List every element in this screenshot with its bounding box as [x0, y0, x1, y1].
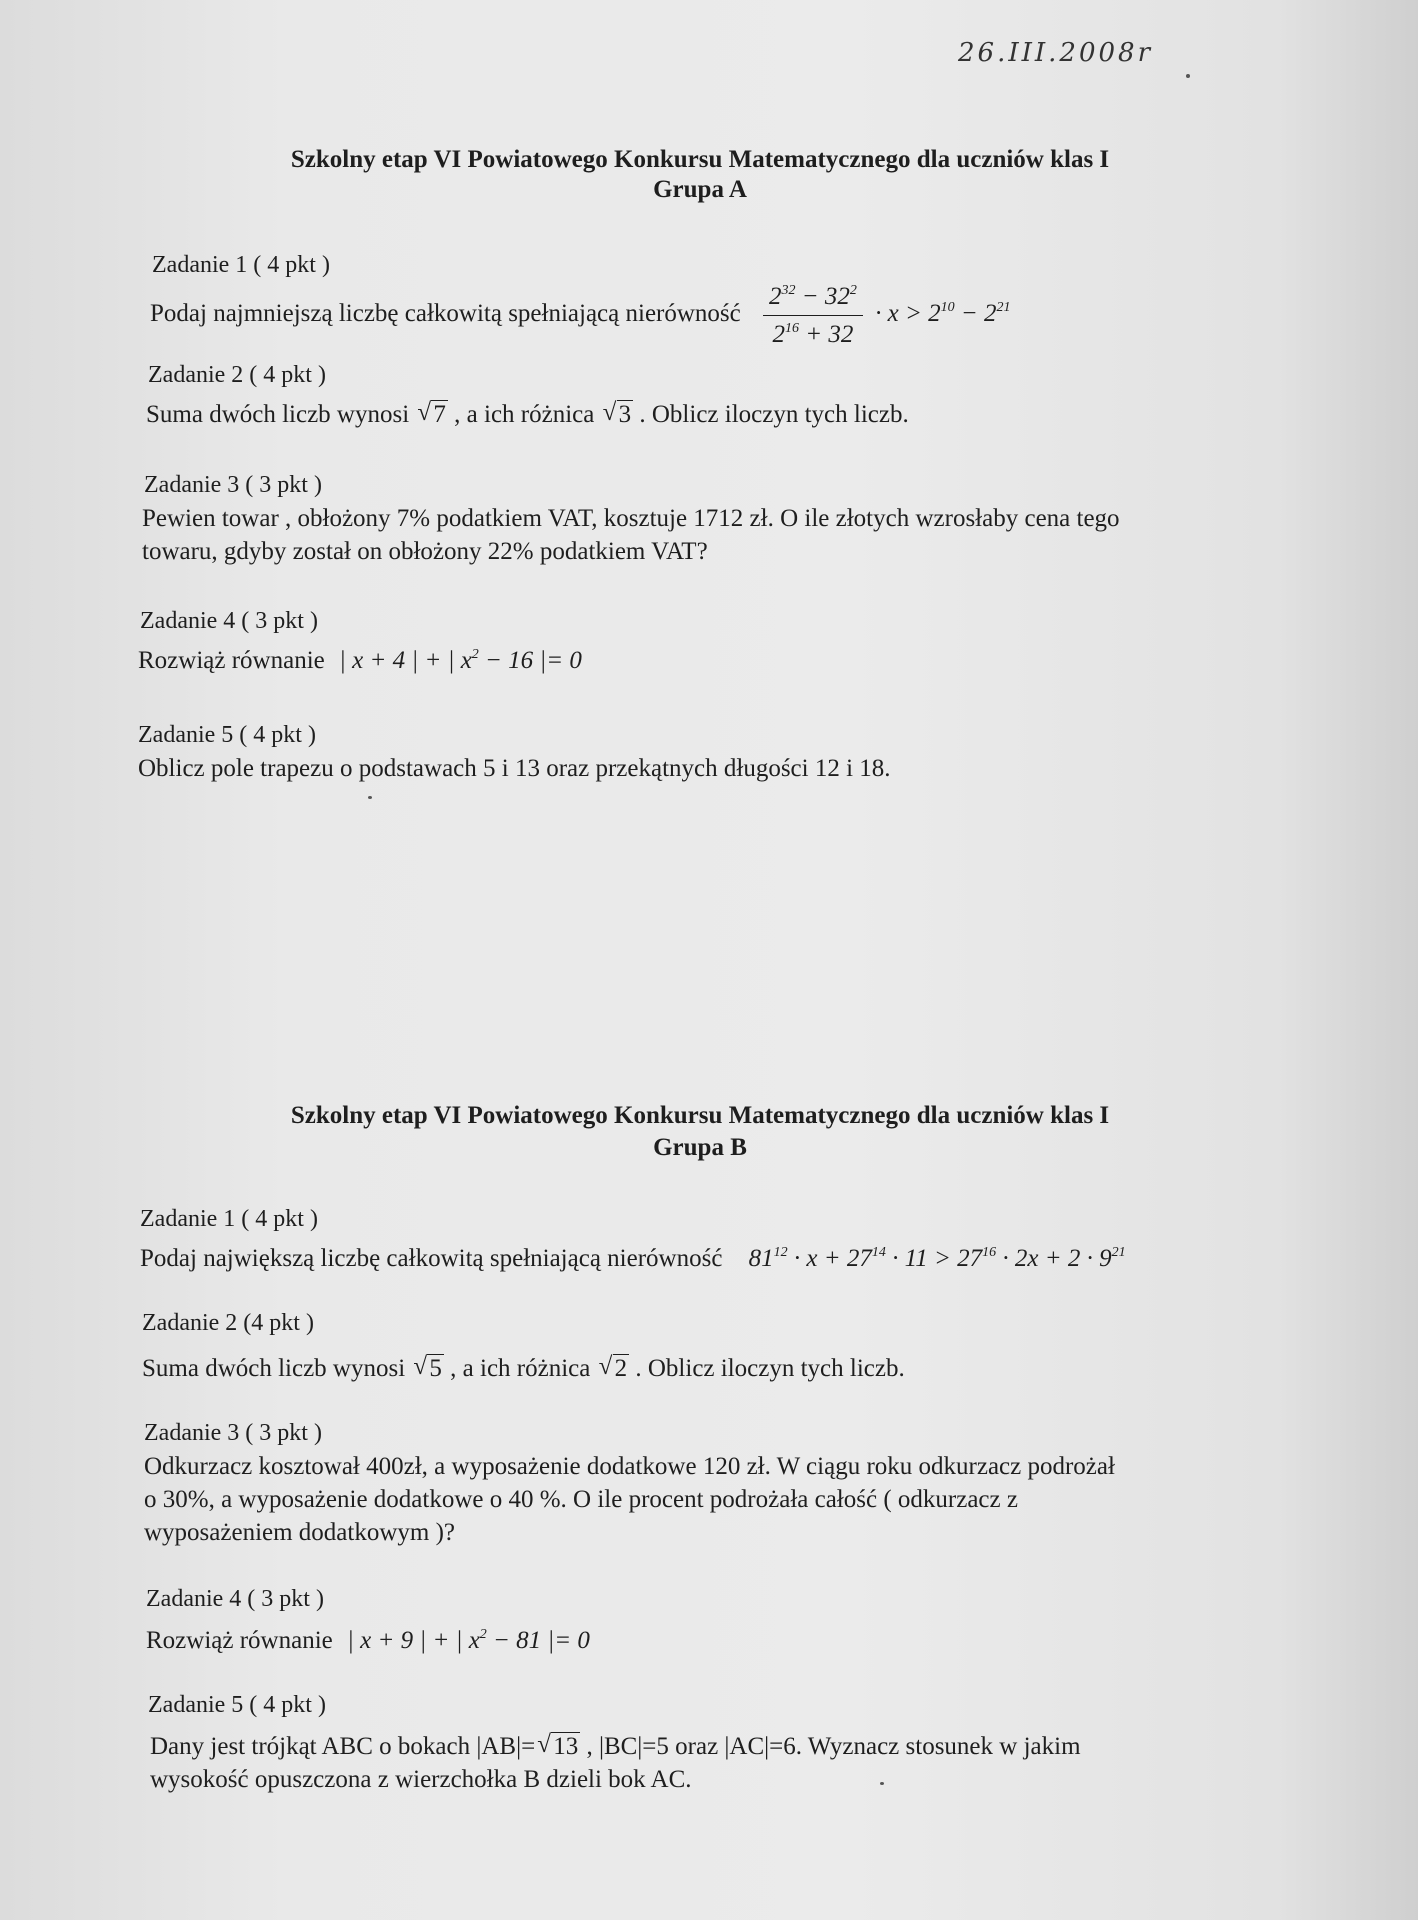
b-task1-body — [140, 1242, 1126, 1275]
a-task4-head: Zadanie 4 ( 3 pkt ) — [140, 608, 318, 634]
b-task2-sqrt: √ 5 — [413, 1353, 442, 1382]
a-task4-body — [138, 644, 582, 677]
b-task2-sqrt-2: √ 2 — [598, 1353, 628, 1382]
b-task4-equation: | x + 9 | + | $x^2 - 81$ |= 0 — [346, 1627, 590, 1654]
a-task2-sqrt: √ 7 — [417, 399, 446, 428]
b-task3-body — [144, 1450, 1115, 1549]
b-task5-sqrt: √ 13 — [537, 1731, 579, 1760]
a-task5-head: Zadanie 5 ( 4 pkt ) — [138, 722, 316, 748]
a-task3-body — [142, 502, 1120, 568]
a-task1-numerator: $2^{32} - 32^2$ — [763, 280, 863, 316]
group-b-title-line2: Grupa B — [653, 1134, 747, 1161]
handwritten-date: 26.III.2008r — [958, 38, 1154, 68]
a-task2-text-post: . Oblicz iloczyn tych liczb. — [639, 401, 909, 428]
b-task2-text-post: . Oblicz iloczyn tych liczb. — [635, 1355, 905, 1382]
a-task1-fraction — [763, 280, 863, 351]
scan-speck — [880, 1782, 884, 1785]
a-task1-body — [150, 280, 1010, 351]
group-a-title — [150, 146, 1250, 204]
group-a-title-line2: Grupa A — [653, 176, 747, 203]
a-task2-head: Zadanie 2 ( 4 pkt ) — [148, 362, 326, 388]
a-task3-head: Zadanie 3 ( 3 pkt ) — [144, 472, 322, 498]
a-task4-text: Rozwiąż równanie — [138, 647, 325, 674]
b-task2-text-mid: , a ich różnica — [450, 1355, 591, 1382]
a-task4-equation: | x + 4 | + | $x^2 - 16$ |= 0 — [338, 647, 582, 674]
a-task2-text-mid: , a ich różnica — [454, 401, 595, 428]
a-task3-line2: towaru, gdyby został on obłożony 22% podatkiem VAT? — [142, 538, 708, 565]
group-b-title — [150, 1102, 1250, 1162]
b-task5-line1 — [150, 1730, 1081, 1763]
a-task1-denominator: $2^{16} + 32$ — [772, 321, 854, 348]
b-task2-head: Zadanie 2 (4 pkt ) — [142, 1310, 314, 1336]
b-task1-inequality: $81^{12} \cdot x + 27^{14} \cdot 11 > 27^{16} \cdot 2x + 2 \cdot 9^{21}$ — [748, 1245, 1126, 1272]
b-task2-body — [142, 1352, 905, 1385]
b-task3-line3: wyposażeniem dodatkowym )? — [144, 1519, 456, 1546]
a-task5-body: Oblicz pole trapezu o podstawach 5 i 13 oraz przekątnych długości 12 i 18. — [138, 755, 891, 782]
scan-speck — [368, 796, 372, 799]
a-task1-rhs: · $x > 2^{10} - 2^{21}$ — [875, 300, 1011, 328]
b-task5-head: Zadanie 5 ( 4 pkt ) — [148, 1692, 326, 1718]
a-task2-text-pre: Suma dwóch liczb wynosi — [146, 401, 410, 428]
b-task5-line1-pre: Dany jest trójkąt ABC o bokach |AB|= — [150, 1733, 536, 1760]
b-task3-head: Zadanie 3 ( 3 pkt ) — [144, 1420, 322, 1446]
b-task1-head: Zadanie 1 ( 4 pkt ) — [140, 1206, 318, 1232]
b-task4-text: Rozwiąż równanie — [146, 1627, 333, 1654]
b-task3-line1: Odkurzacz kosztował 400zł, a wyposażenie dodatkowe 120 zł. W ciągu roku odkurzacz podrożał — [144, 1453, 1115, 1480]
b-task5-line2: wysokość opuszczona z wierzchołka B dzieli bok AC. — [150, 1766, 692, 1793]
b-task5-body — [150, 1730, 1081, 1796]
group-a-title-line1: Szkolny etap VI Powiatowego Konkursu Matematycznego dla uczniów klas I — [290, 146, 1110, 173]
b-task1-text: Podaj największą liczbę całkowitą spełniającą nierówność — [140, 1245, 723, 1272]
scan-speck — [1186, 74, 1190, 78]
a-task1-text: Podaj najmniejszą liczbę całkowitą spełniającą nierówność — [150, 300, 741, 328]
a-task3-line1: Pewien towar , obłożony 7% podatkiem VAT, kosztuje 1712 zł. O ile złotych wzrosłaby cena tego — [142, 505, 1120, 532]
b-task3-line2: o 30%, a wyposażenie dodatkowe o 40 %. O ile procent podrożała całość ( odkurzacz z — [144, 1486, 1018, 1513]
b-task5-line1-post: , |BC|=5 oraz |AC|=6. Wyznacz stosunek w jakim — [580, 1733, 1081, 1760]
a-task2-body — [146, 398, 909, 431]
b-task4-head: Zadanie 4 ( 3 pkt ) — [146, 1586, 324, 1612]
a-task1-head: Zadanie 1 ( 4 pkt ) — [152, 252, 330, 278]
group-b-title-line1: Szkolny etap VI Powiatowego Konkursu Matematycznego dla uczniów klas I — [290, 1102, 1110, 1129]
b-task2-text-pre: Suma dwóch liczb wynosi — [142, 1355, 406, 1382]
b-task4-body — [146, 1624, 590, 1657]
a-task2-sqrt-2: √ 3 — [602, 399, 632, 428]
